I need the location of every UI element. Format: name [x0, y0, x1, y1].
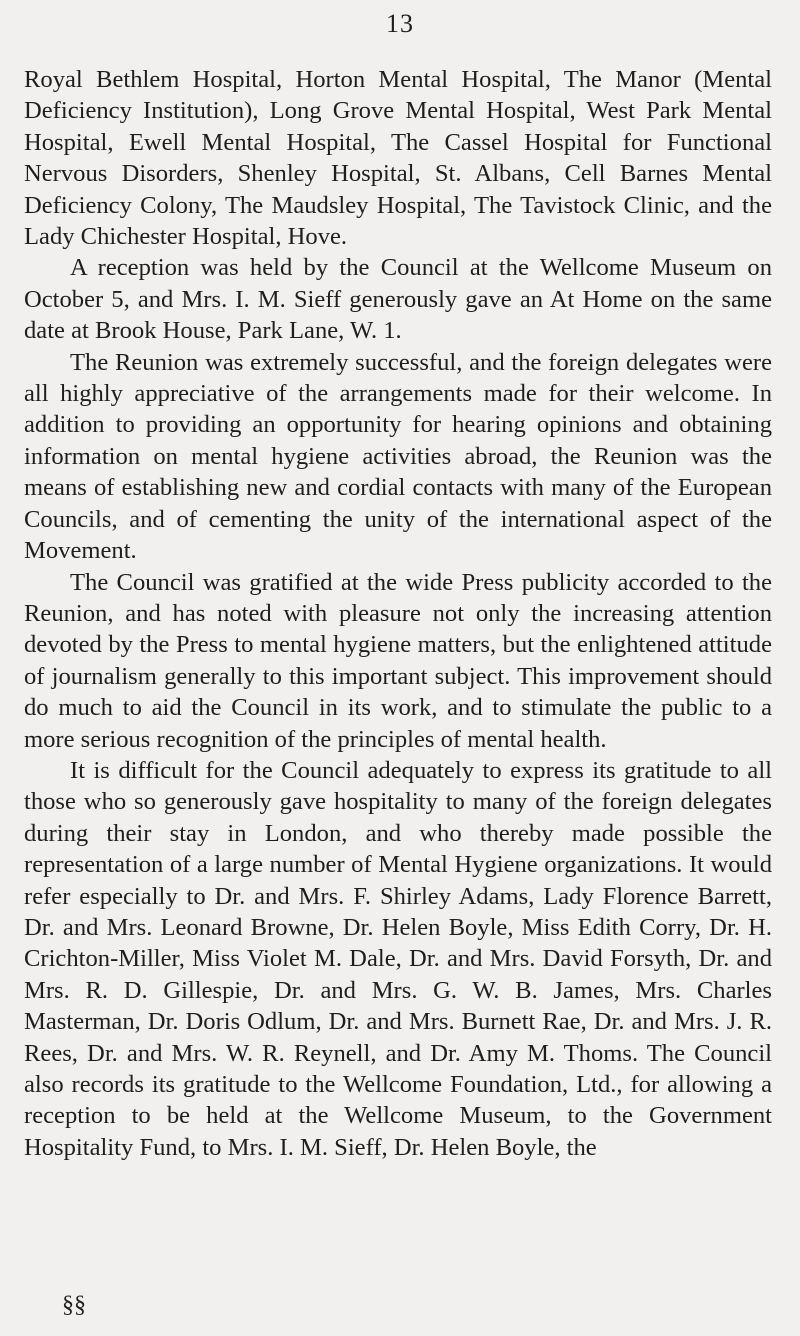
page-number: 13 — [386, 9, 414, 38]
body-text — [24, 64, 772, 1163]
paragraph-reception: A reception was held by the Council at the Wellcome Museum on October 5, and Mrs. I. M. Sieff generously gave an At Home on the same date at Brook House, Park Lane, W. 1. — [24, 254, 772, 345]
signature-mark: §§ — [62, 1292, 86, 1318]
paragraph-press-publicity: The Council was gratified at the wide Press publicity accorded to the Reunion, and has noted with pleasure not only the increasing attention devoted by the Press to mental hygiene matters, but the enlightened attitude of journalism generally to this important subject. This improvement should do much to aid the Council in its work, and to stimulate the public to a more serious recognition of the principles of mental health. — [24, 568, 772, 753]
paragraph-reunion-success: The Reunion was extremely successful, and the foreign delegates were all highly appreciative of the arrangements made for their welcome. In addition to providing an opportunity for hearing opinions and obtaining information on mental hygiene activities abroad, the Reunion was the means of establishing new and cordial contacts with many of the European Councils, and of cementing the unity of the international aspect of the Movement. — [24, 348, 772, 565]
paragraph-gratitude: It is difficult for the Council adequately to express its gratitude to all those who so generously gave hospitality to many of the foreign delegates during their stay in London, and who thereby made possible the representation of a large number of Mental Hygiene organizations. It would refer especially to Dr. and Mrs. F. Shirley Adams, Lady Florence Barrett, Dr. and Mrs. Leonard Browne, Dr. Helen Boyle, Miss Edith Corry, Dr. H. Crichton-Miller, Miss Violet M. Dale, Dr. and Mrs. David Forsyth, Dr. and Mrs. R. D. Gillespie, Dr. and Mrs. G. W. B. James, Mrs. Charles Masterman, Dr. Doris Odlum, Dr. and Mrs. Burnett Rae, Dr. and Mrs. J. R. Rees, Dr. and Mrs. W. R. Reynell, and Dr. Amy M. Thoms. The Council also records its gratitude to the Wellcome Foundation, Ltd., for allowing a reception to be held at the Wellcome Museum, to the Government Hospitality Fund, to Mrs. I. M. Sieff, Dr. Helen Boyle, the — [24, 756, 772, 1161]
paragraph-hospital-list: Royal Bethlem Hospital, Horton Mental Hospital, The Manor (Mental Deficiency Institution), Long Grove Mental Hospital, West Park Mental Hospital, Ewell Mental Hospital, The Cassel Hospital for Functional Nervous Disorders, Shenley Hospital, St. Albans, Cell Barnes Mental Deficiency Colony, The Maudsley Hospital, The Tavistock Clinic, and the Lady Chichester Hospital, Hove. — [24, 66, 772, 251]
